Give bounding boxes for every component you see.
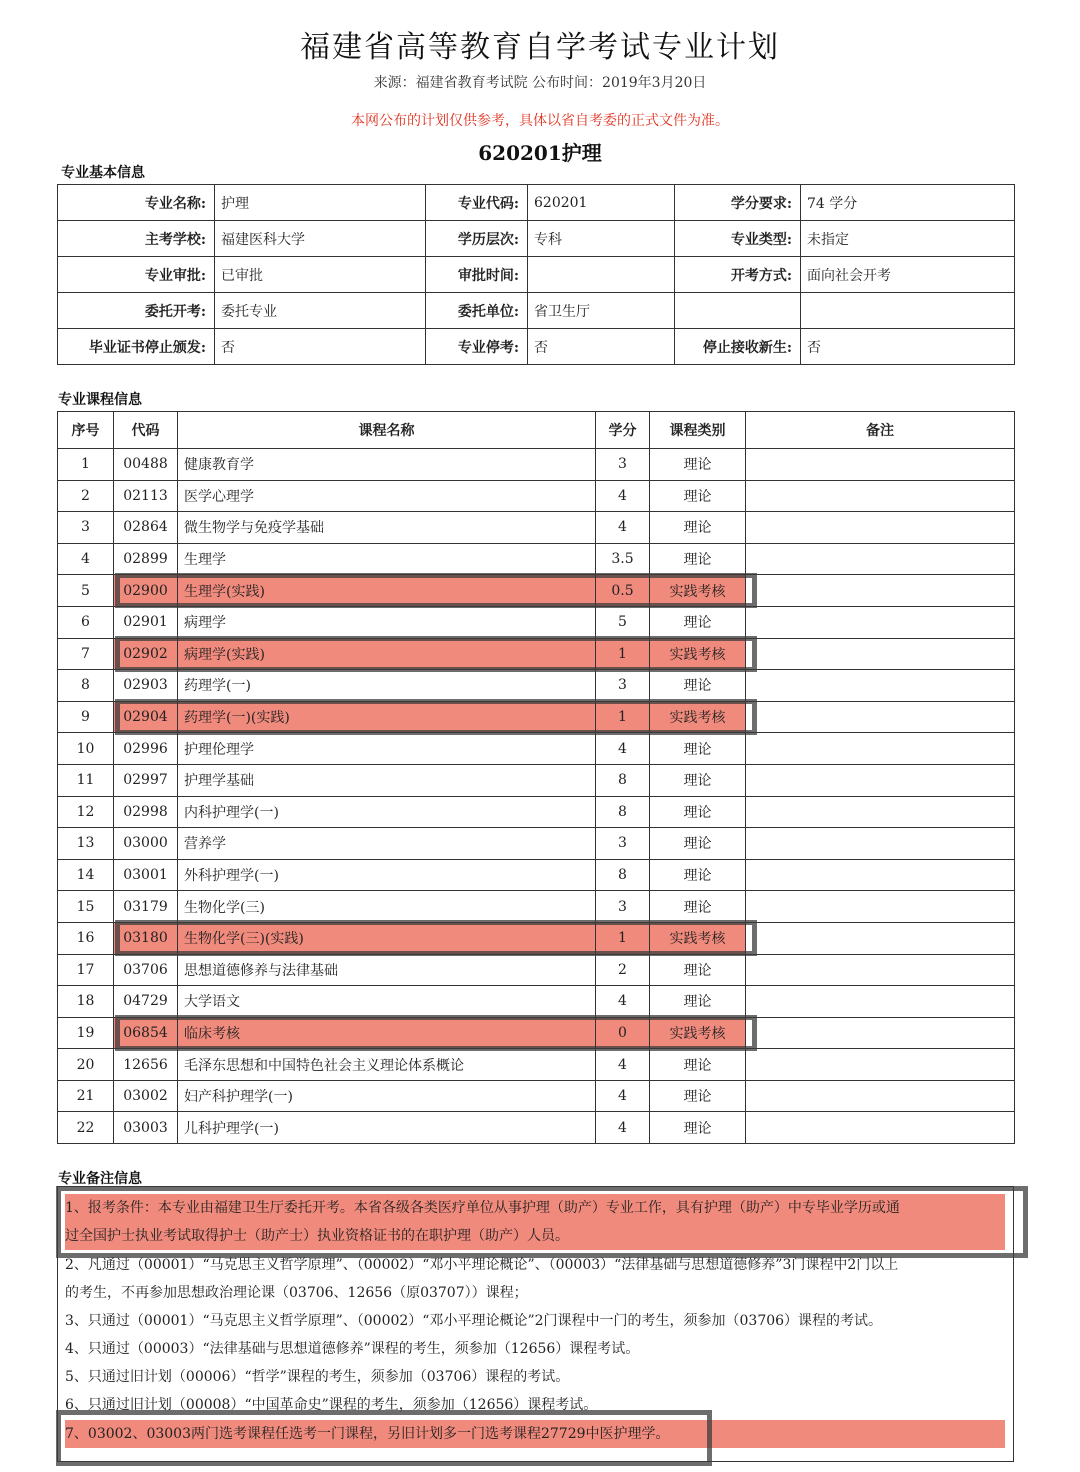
course-type: 理论 [650,796,746,828]
course-code: 12656 [114,1049,178,1081]
course-type: 实践考核 [650,701,746,733]
course-note [746,1017,1015,1049]
field-label [675,293,801,329]
course-type: 理论 [650,1080,746,1112]
course-name: 护理伦理学 [178,733,596,765]
course-row [58,764,1015,796]
course-row [58,449,1015,481]
course-code: 02904 [114,701,178,733]
course-note [746,543,1015,575]
course-row [58,701,1015,733]
course-code: 04729 [114,986,178,1018]
course-name: 儿科护理学(一) [178,1112,596,1144]
course-row [58,733,1015,765]
course-index: 1 [58,449,114,481]
course-credit: 3 [596,449,650,481]
course-note [746,1080,1015,1112]
course-type: 理论 [650,670,746,702]
course-row [58,954,1015,986]
course-type: 理论 [650,859,746,891]
course-index: 17 [58,954,114,986]
field-label: 学分要求: [675,185,801,221]
field-value: 省卫生厅 [528,293,675,329]
course-index: 16 [58,922,114,954]
course-note [746,796,1015,828]
course-code: 02997 [114,764,178,796]
field-value: 已审批 [215,257,426,293]
course-row [58,670,1015,702]
course-row [58,543,1015,575]
course-index: 18 [58,986,114,1018]
course-index: 8 [58,670,114,702]
course-name: 生物化学(三)(实践) [178,922,596,954]
course-credit: 4 [596,1049,650,1081]
remark-line: 6、只通过旧计划（00008）“中国革命史”课程的考生，须参加（12656）课程考试。 [65,1397,598,1413]
field-value: 面向社会开考 [801,257,1015,293]
major-title: 620201护理 [478,141,602,165]
course-code: 03180 [114,922,178,954]
course-row [58,575,1015,607]
course-row [58,1049,1015,1081]
course-index: 4 [58,543,114,575]
course-index: 22 [58,1112,114,1144]
course-info-label: 专业课程信息 [58,392,142,408]
course-type: 实践考核 [650,638,746,670]
course-note [746,922,1015,954]
course-table-header [58,412,1015,449]
course-row [58,1112,1015,1144]
course-name: 毛泽东思想和中国特色社会主义理论体系概论 [178,1049,596,1081]
course-type: 理论 [650,891,746,923]
course-code: 03003 [114,1112,178,1144]
basic-info-label: 专业基本信息 [61,165,145,181]
course-note [746,764,1015,796]
course-row [58,480,1015,512]
field-label: 委托开考: [58,293,215,329]
course-row [58,859,1015,891]
course-type: 理论 [650,1112,746,1144]
course-credit: 5 [596,606,650,638]
course-row [58,606,1015,638]
course-index: 7 [58,638,114,670]
course-type: 理论 [650,512,746,544]
course-index: 13 [58,828,114,860]
course-credit: 4 [596,1112,650,1144]
remark-line: 3、只通过（00001）“马克思主义哲学原理”、（00002）“邓小平理论概论”2门课程中一门的考生，须参加（03706）课程的考试。 [65,1313,883,1329]
course-code: 02998 [114,796,178,828]
course-note [746,733,1015,765]
course-credit: 4 [596,512,650,544]
course-credit: 0 [596,1017,650,1049]
field-label: 委托单位: [426,293,528,329]
course-index: 9 [58,701,114,733]
course-name: 药理学(一) [178,670,596,702]
course-index: 6 [58,606,114,638]
field-label: 主考学校: [58,221,215,257]
course-type: 理论 [650,449,746,481]
course-type: 理论 [650,1049,746,1081]
course-code: 02903 [114,670,178,702]
course-name: 病理学(实践) [178,638,596,670]
course-credit: 8 [596,764,650,796]
basic-info-row [58,221,1015,257]
course-code: 02902 [114,638,178,670]
course-credit: 0.5 [596,575,650,607]
course-code: 00488 [114,449,178,481]
course-credit: 3 [596,891,650,923]
course-type: 实践考核 [650,922,746,954]
course-code: 03179 [114,891,178,923]
course-row [58,796,1015,828]
field-value [528,257,675,293]
field-value: 未指定 [801,221,1015,257]
course-index: 11 [58,764,114,796]
course-note [746,828,1015,860]
course-type: 理论 [650,606,746,638]
course-type: 实践考核 [650,1017,746,1049]
header-course-name: 课程名称 [178,412,596,449]
course-code: 02113 [114,480,178,512]
course-row [58,512,1015,544]
course-type: 理论 [650,543,746,575]
course-code: 06854 [114,1017,178,1049]
field-label: 学历层次: [426,221,528,257]
course-row [58,1017,1015,1049]
course-note [746,1049,1015,1081]
field-label: 专业类型: [675,221,801,257]
field-label: 审批时间: [426,257,528,293]
course-index: 3 [58,512,114,544]
remark-line: 7、03002、03003两门选考课程任选考一门课程，另旧计划多一门选考课程27729中医护理学。 [65,1420,1005,1448]
course-name: 护理学基础 [178,764,596,796]
course-name: 微生物学与免疫学基础 [178,512,596,544]
course-credit: 4 [596,733,650,765]
field-value: 委托专业 [215,293,426,329]
course-code: 02899 [114,543,178,575]
course-note [746,670,1015,702]
field-value: 护理 [215,185,426,221]
field-value: 否 [528,329,675,365]
course-code: 03000 [114,828,178,860]
remark-line: 1、报考条件：本专业由福建卫生厅委托开考。本省各级各类医疗单位从事护理（助产）专业工作，具有护理（助产）中专毕业学历或通 [65,1194,1005,1222]
field-value: 福建医科大学 [215,221,426,257]
field-label: 专业名称: [58,185,215,221]
field-value: 620201 [528,185,675,221]
course-note [746,1112,1015,1144]
basic-info-table [57,184,1015,365]
course-note [746,575,1015,607]
remarks-label: 专业备注信息 [58,1171,142,1187]
course-type: 理论 [650,764,746,796]
course-name: 思想道德修养与法律基础 [178,954,596,986]
course-index: 5 [58,575,114,607]
header-credit: 学分 [596,412,650,449]
course-note [746,954,1015,986]
notice-text: 本网公布的计划仅供参考，具体以省自考委的正式文件为准。 [351,113,729,129]
remark-line: 的考生，不再参加思想政治理论课（03706、12656（原03707））课程； [65,1285,528,1301]
course-index: 2 [58,480,114,512]
source-line: 来源：福建省教育考试院 公布时间：2019年3月20日 [373,75,707,91]
basic-info-row [58,185,1015,221]
header-note: 备注 [746,412,1015,449]
course-name: 外科护理学(一) [178,859,596,891]
course-code: 02900 [114,575,178,607]
course-index: 10 [58,733,114,765]
course-name: 生物化学(三) [178,891,596,923]
field-label: 停止接收新生: [675,329,801,365]
course-name: 营养学 [178,828,596,860]
course-credit: 8 [596,859,650,891]
course-credit: 3.5 [596,543,650,575]
course-credit: 1 [596,922,650,954]
course-name: 医学心理学 [178,480,596,512]
course-index: 14 [58,859,114,891]
field-value: 74 学分 [801,185,1015,221]
field-value: 专科 [528,221,675,257]
course-credit: 1 [596,701,650,733]
field-label: 专业代码: [426,185,528,221]
field-label: 专业停考: [426,329,528,365]
header-index: 序号 [58,412,114,449]
remark-line: 5、只通过旧计划（00006）“哲学”课程的考生，须参加（03706）课程的考试。 [65,1369,570,1385]
course-credit: 3 [596,670,650,702]
course-name: 妇产科护理学(一) [178,1080,596,1112]
course-code: 03706 [114,954,178,986]
course-note [746,638,1015,670]
course-name: 健康教育学 [178,449,596,481]
course-note [746,986,1015,1018]
remark-line: 2、凡通过（00001）“马克思主义哲学原理”、（00002）“邓小平理论概论”、（00003）“法律基础与思想道德修养”3门课程中2门以上 [65,1257,899,1273]
course-note [746,859,1015,891]
course-note [746,701,1015,733]
course-credit: 1 [596,638,650,670]
course-code: 02996 [114,733,178,765]
field-label: 毕业证书停止颁发: [58,329,215,365]
course-name: 生理学 [178,543,596,575]
header-course-type: 课程类别 [650,412,746,449]
course-index: 19 [58,1017,114,1049]
header-code: 代码 [114,412,178,449]
course-code: 02864 [114,512,178,544]
course-note [746,512,1015,544]
course-code: 02901 [114,606,178,638]
course-index: 15 [58,891,114,923]
course-row [58,986,1015,1018]
course-name: 大学语文 [178,986,596,1018]
course-credit: 4 [596,1080,650,1112]
course-note [746,891,1015,923]
course-note [746,480,1015,512]
course-type: 理论 [650,480,746,512]
course-type: 理论 [650,954,746,986]
course-index: 21 [58,1080,114,1112]
course-name: 生理学(实践) [178,575,596,607]
course-note [746,606,1015,638]
course-row [58,828,1015,860]
course-index: 20 [58,1049,114,1081]
course-type: 理论 [650,828,746,860]
course-code: 03001 [114,859,178,891]
course-credit: 2 [596,954,650,986]
basic-info-row [58,293,1015,329]
course-name: 药理学(一)(实践) [178,701,596,733]
course-name: 临床考核 [178,1017,596,1049]
field-label: 开考方式: [675,257,801,293]
course-row [58,1080,1015,1112]
remark-line: 4、只通过（00003）“法律基础与思想道德修养”课程的考生，须参加（12656）课程考试。 [65,1341,640,1357]
basic-info-row [58,257,1015,293]
course-credit: 4 [596,480,650,512]
course-credit: 8 [596,796,650,828]
course-name: 内科护理学(一) [178,796,596,828]
field-label: 专业审批: [58,257,215,293]
field-value: 否 [215,329,426,365]
course-row [58,922,1015,954]
course-table [57,411,1015,1144]
page-title: 福建省高等教育自学考试专业计划 [300,30,780,65]
remark-line: 过全国护士执业考试取得护士（助产士）执业资格证书的在职护理（助产）人员。 [65,1222,1005,1250]
basic-info-row [58,329,1015,365]
course-row [58,638,1015,670]
course-type: 实践考核 [650,575,746,607]
course-name: 病理学 [178,606,596,638]
course-index: 12 [58,796,114,828]
course-credit: 4 [596,986,650,1018]
course-type: 理论 [650,986,746,1018]
course-type: 理论 [650,733,746,765]
course-credit: 3 [596,828,650,860]
field-value: 否 [801,329,1015,365]
course-code: 03002 [114,1080,178,1112]
course-note [746,449,1015,481]
field-value [801,293,1015,329]
course-row [58,891,1015,923]
